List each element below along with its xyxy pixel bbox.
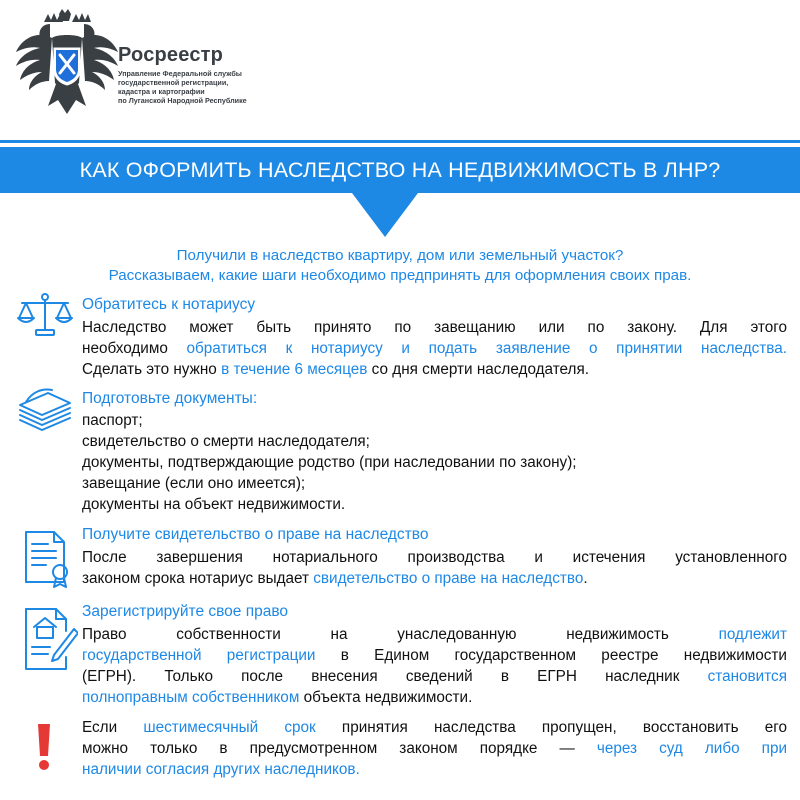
org-name: Росреестр [118, 44, 224, 66]
section-3-body: После завершения нотариального производства и истечения установленного законом срока нотариус выдает свидетельство о праве на наследство. [82, 549, 787, 587]
section-2-body [82, 410, 787, 515]
section-3-heading: Получите свидетельство о праве на наследство [82, 526, 429, 543]
list-item: паспорт; [82, 412, 143, 429]
warning-note: Если шестимесячный срок принятия наследства пропущен, восстановить его можно только в предусмотренном законом порядке — через суд либо при наличии согласия других наследников. [82, 719, 788, 778]
section-4-heading: Зарегистрируйте свое право [82, 603, 289, 620]
section-2-heading: Подготовьте документы: [82, 390, 258, 407]
org-subtitle: Управление Федеральной службы государственной регистрации, кадастра и картографии по Луганской Народной Республике [118, 69, 247, 105]
list-item: документы на объект недвижимости. [82, 496, 346, 513]
section-1-body: Наследство может быть принято по завещанию или по закону. Для этого необходимо обратиться к нотариусу и подать заявление о принятии наследства. Сделать это нужно в течение 6 месяцев со дня смерти наследодателя. [82, 319, 787, 378]
page-title: КАК ОФОРМИТЬ НАСЛЕДСТВО НА НЕДВИЖИМОСТЬ В ЛНР? [79, 158, 721, 182]
section-4-body: Право собственности на унаследованную недвижимость подлежит государственной регистрации в Едином государственном реестре недвижимости (ЕГРН). Только после внесения сведений в ЕГРН наследник становится полноправным собственником объекта недвижимости. [82, 626, 787, 706]
exclamation-icon [34, 722, 54, 772]
down-arrow-icon [352, 193, 418, 237]
list-item: свидетельство о смерти наследодателя; [82, 433, 370, 450]
scales-icon [16, 292, 74, 338]
documents-stack-icon [16, 386, 74, 434]
list-item: завещание (если оно имеется); [82, 475, 306, 492]
section-1-heading: Обратитесь к нотариусу [82, 296, 256, 313]
certificate-icon [22, 528, 74, 590]
top-divider [0, 140, 800, 143]
house-document-pen-icon [22, 605, 78, 673]
documents-list [82, 410, 787, 515]
intro-line-1: Получили в наследство квартиру, дом или земельный участок? [176, 247, 624, 264]
intro-line-2: Рассказываем, какие шаги необходимо предпринять для оформления своих прав. [108, 267, 692, 284]
list-item: документы, подтверждающие родство (при наследовании по закону); [82, 454, 577, 471]
rosreestr-eagle-logo [12, 8, 122, 126]
